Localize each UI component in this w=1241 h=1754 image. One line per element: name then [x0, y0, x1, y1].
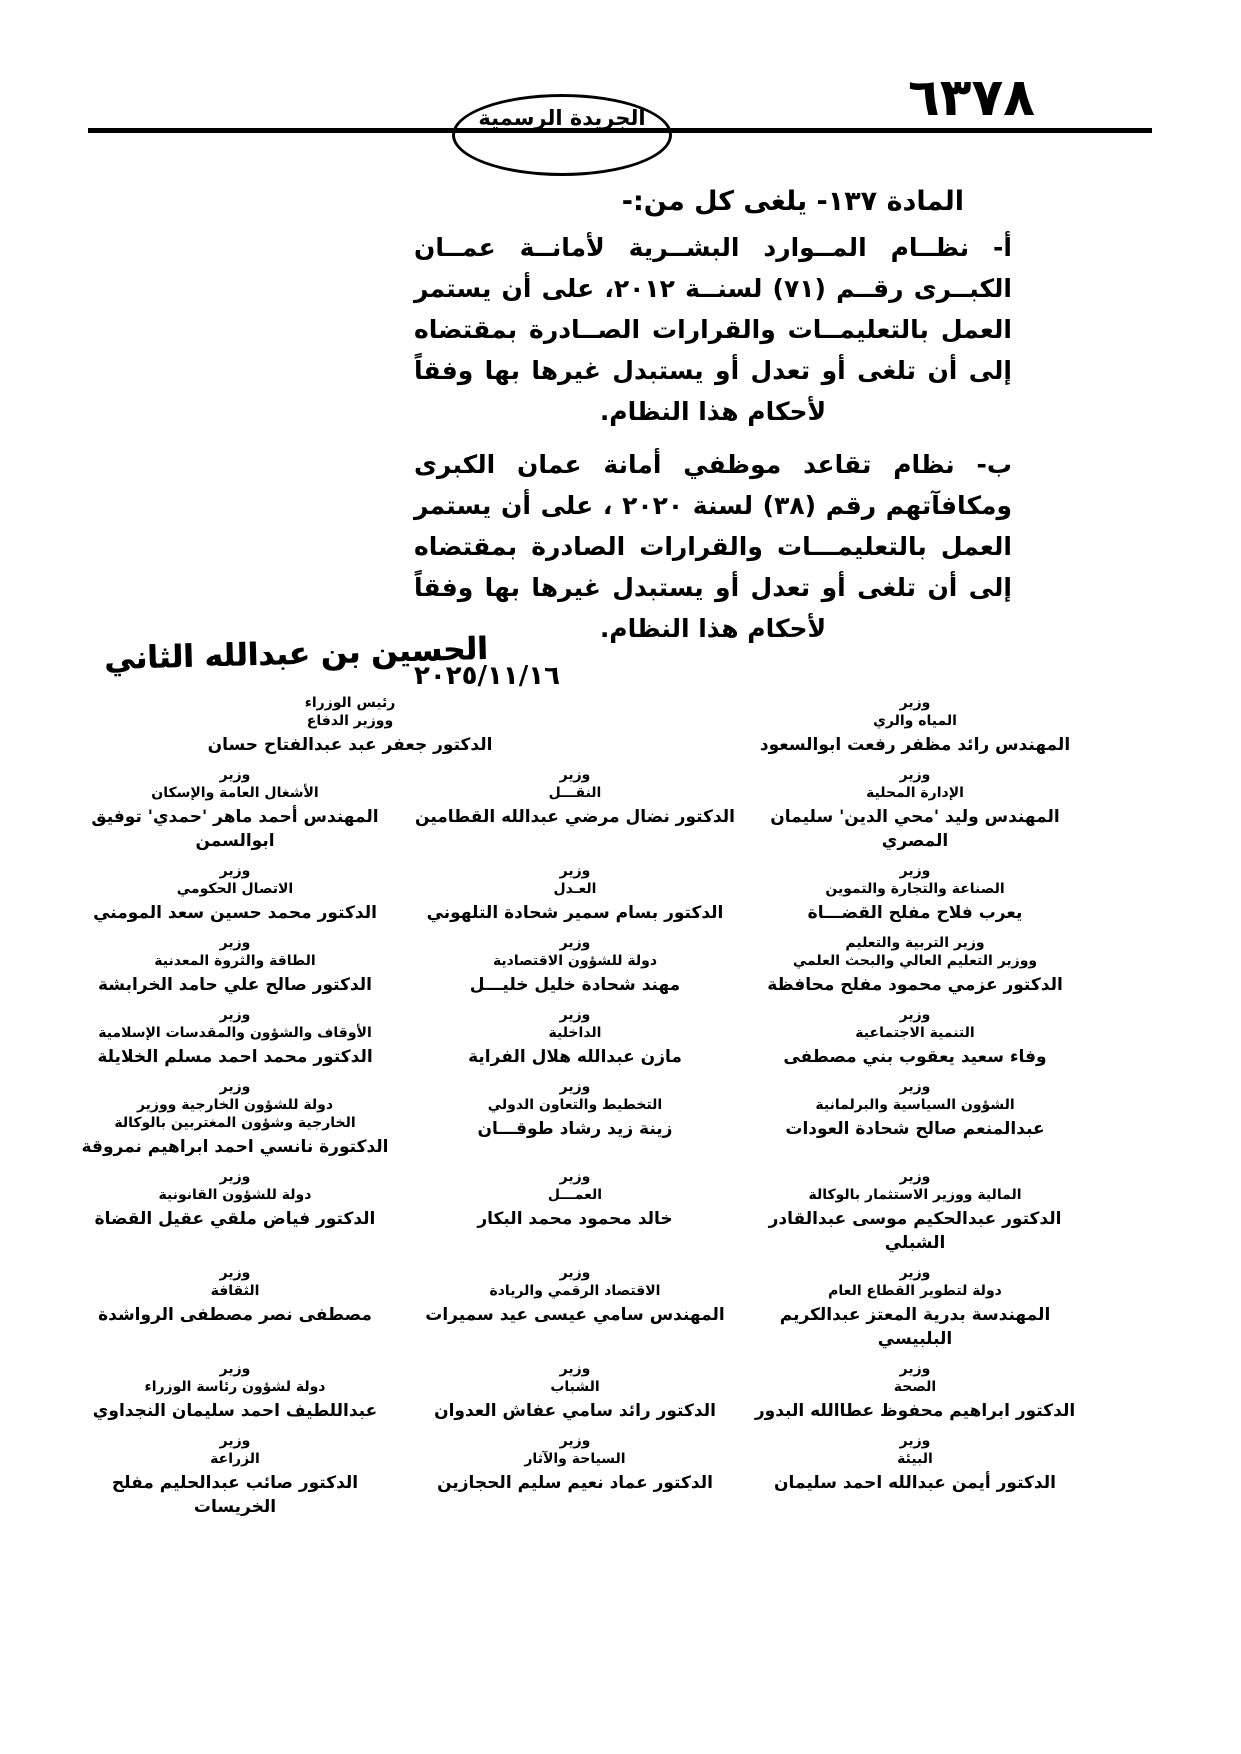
minister-title: الاقتصاد الرقمي والريادة	[489, 1283, 661, 1299]
minister-entry	[410, 934, 740, 997]
article-clause-a: أ- نظــام المــوارد البشــرية لأمانــة عمــان الكبــرى رقــم (٧١) لسنــة ٢٠١٢، على أن يستمر العمل بالتعليمــات والقرارات الصــادرة بمقتضاه إلى أن تلغى أو تعدل أو يستبدل غيرها بها وفقاً لأحكام هذا النظام.	[414, 233, 1012, 426]
minister-title: وزير	[219, 1433, 251, 1449]
minister-name: الدكتور بسام سمير شحادة التلهوني	[426, 903, 724, 923]
minister-title: الشباب	[550, 1379, 600, 1395]
minister-title: البيئة	[897, 1451, 933, 1467]
minister-entry	[70, 1078, 400, 1159]
minister-entry	[410, 1078, 740, 1141]
minister-name: الدكتور جعفر عبد عبدالفتاح حسان	[207, 735, 493, 755]
minister-title: وزير	[219, 767, 251, 783]
ministers-grid	[70, 694, 1080, 1519]
minister-title: وزير	[219, 1169, 251, 1185]
minister-title: وزير	[899, 1007, 931, 1023]
minister-name: زينة زيد رشاد طوقـــان	[477, 1119, 673, 1139]
minister-name: عبدالمنعم صالح شحادة العودات	[785, 1119, 1045, 1139]
minister-entry	[410, 1168, 740, 1231]
minister-title: الإدارة المحلية	[866, 785, 964, 801]
minister-name: الدكتورة نانسي احمد ابراهيم نمروقة	[81, 1137, 389, 1157]
minister-title: السياحة والآثار	[524, 1451, 626, 1467]
minister-title: وزير التربية والتعليم	[845, 935, 985, 951]
minister-entry	[750, 766, 1080, 853]
minister-entry	[70, 934, 400, 997]
minister-title: وزير	[219, 935, 251, 951]
minister-title: رئيس الوزراء	[304, 695, 396, 711]
minister-title: وزير	[899, 863, 931, 879]
minister-entry	[70, 1264, 400, 1327]
royal-signature: الحسين بن عبدالله الثاني	[103, 630, 489, 678]
minister-title: الأوقاف والشؤون والمقدسات الإسلامية	[98, 1025, 372, 1041]
gazette-title-oval	[452, 94, 672, 176]
minister-entry	[750, 1432, 1080, 1495]
minister-title: وزير	[219, 1007, 251, 1023]
minister-name: مصطفى نصر مصطفى الرواشدة	[98, 1305, 372, 1325]
minister-title: وزير	[219, 1361, 251, 1377]
minister-title: وزير	[899, 1079, 931, 1095]
minister-title: التخطيط والتعاون الدولي	[487, 1097, 663, 1113]
minister-title: وزير	[899, 1169, 931, 1185]
minister-entry	[70, 862, 400, 925]
minister-name: خالد محمود محمد البكار	[477, 1209, 673, 1229]
minister-entry	[70, 1168, 400, 1231]
minister-title: الخارجية وشؤون المغتربين بالوكالة	[114, 1115, 356, 1131]
minister-title: التنمية الاجتماعية	[855, 1025, 975, 1041]
minister-title: الداخلية	[548, 1025, 602, 1041]
minister-title: العـدل	[553, 881, 597, 897]
minister-title: الطاقة والثروة المعدنية	[154, 953, 316, 969]
minister-title: الصناعة والتجارة والتموين	[825, 881, 1005, 897]
minister-name: الدكتور عماد نعيم سليم الحجازين	[437, 1473, 713, 1493]
minister-name: الدكتور عزمي محمود مفلح محافظة	[767, 975, 1063, 995]
minister-title: دولة لشؤون رئاسة الوزراء	[144, 1379, 326, 1395]
minister-title: وزير	[219, 863, 251, 879]
minister-name: الدكتور عبدالحكيم موسى عبدالقادر الشبلي	[768, 1209, 1062, 1253]
minister-entry	[750, 694, 1080, 757]
article-body	[414, 186, 1012, 691]
minister-name: الدكتور صائب عبدالحليم مفلح الخريسات	[111, 1473, 359, 1517]
minister-title: وزير	[559, 767, 591, 783]
article-date: ٢٠٢٥/١١/١٦	[414, 661, 560, 691]
minister-name: الدكتور صالح علي حامد الخرابشة	[97, 975, 372, 995]
minister-name: الدكتور أيمن عبدالله احمد سليمان	[774, 1473, 1056, 1493]
minister-title: ووزير التعليم العالي والبحث العلمي	[792, 953, 1038, 969]
minister-title: الشؤون السياسية والبرلمانية	[815, 1097, 1015, 1113]
minister-title: وزير	[219, 1079, 251, 1095]
minister-title: وزير	[559, 1007, 591, 1023]
minister-entry	[750, 1078, 1080, 1141]
minister-name: الدكتور رائد سامي عفاش العدوان	[434, 1401, 716, 1421]
minister-title: وزير	[559, 1169, 591, 1185]
minister-title: وزير	[559, 1265, 591, 1281]
minister-name: مازن عبدالله هلال الفراية	[468, 1047, 682, 1067]
minister-entry	[750, 1360, 1080, 1423]
minister-name: مهند شحادة خليل خليـــل	[469, 975, 681, 995]
minister-entry	[750, 934, 1080, 997]
minister-entry	[410, 1360, 740, 1423]
minister-title: الثقافة	[210, 1283, 260, 1299]
minister-title: وزير	[219, 1265, 251, 1281]
minister-entry	[410, 1006, 740, 1069]
minister-title: وزير	[559, 1079, 591, 1095]
minister-entry	[750, 862, 1080, 925]
minister-entry	[70, 766, 400, 853]
minister-title: المياه والري	[873, 713, 957, 729]
minister-title: المالية ووزير الاستثمار بالوكالة	[808, 1187, 1022, 1203]
minister-entry	[70, 1432, 400, 1519]
minister-entry	[410, 1264, 740, 1327]
minister-entry	[410, 1432, 740, 1495]
page-number: ٦٣٧٨	[908, 68, 1035, 128]
article-heading: المادة ١٣٧- يلغى كل من:-	[621, 186, 964, 217]
minister-name: الدكتور ابراهيم محفوظ عطاالله البدور	[754, 1401, 1076, 1421]
minister-title: وزير	[559, 1433, 591, 1449]
minister-name: الدكتور فياض ملقي عقيل القضاة	[94, 1209, 376, 1229]
minister-title: وزير	[559, 1361, 591, 1377]
minister-title: الاتصال الحكومي	[176, 881, 294, 897]
minister-name: الدكتور نضال مرضي عبدالله القطامين	[415, 807, 735, 827]
minister-title: وزير	[899, 1433, 931, 1449]
minister-title: وزير	[899, 695, 931, 711]
minister-entry	[70, 1006, 400, 1069]
minister-title: وزير	[899, 1361, 931, 1377]
minister-title: الزراعة	[210, 1451, 260, 1467]
minister-name: عبداللطيف احمد سليمان النجداوي	[92, 1401, 378, 1421]
minister-name: الدكتور محمد احمد مسلم الخلايلة	[97, 1047, 373, 1067]
minister-name: المهندس أحمد ماهر 'حمدي' توفيق ابوالسمن	[91, 807, 379, 851]
minister-title: وزير	[899, 1265, 931, 1281]
minister-title: ووزير الدفاع	[306, 713, 394, 729]
minister-name: المهندس سامي عيسى عيد سميرات	[425, 1305, 725, 1325]
minister-name: المهندس وليد 'محي الدين' سليمان المصري	[770, 807, 1060, 851]
minister-entry	[750, 1264, 1080, 1351]
minister-title: العمـــل	[547, 1187, 603, 1203]
article-clause-b: ب- نظام تقاعد موظفي أمانة عمان الكبرى ومكافآتهم رقم (٣٨) لسنة ٢٠٢٠ ، على أن يستمر العمل بالتعليمـــات والقرارات الصادرة بمقتضاه إلى أن تلغى أو تعدل أو يستبدل غيرها بها وفقاً لأحكام هذا النظام.	[414, 450, 1012, 643]
minister-name: الدكتور محمد حسين سعد المومني	[93, 903, 377, 923]
minister-title: وزير	[559, 863, 591, 879]
minister-name: المهندسة بدرية المعتز عبدالكريم البلبيسي	[779, 1305, 1051, 1349]
minister-name: يعرب فلاح مفلح القضـــاة	[807, 903, 1023, 923]
prime-minister-entry	[15, 694, 685, 757]
minister-title: الصحة	[893, 1379, 937, 1395]
minister-title: دولة للشؤون الخارجية ووزير	[136, 1097, 334, 1113]
minister-name: المهندس رائد مظفر رفعت ابوالسعود	[759, 735, 1071, 755]
minister-title: دولة للشؤون القانونية	[158, 1187, 312, 1203]
minister-entry	[750, 1168, 1080, 1255]
minister-entry	[410, 862, 740, 925]
minister-title: وزير	[559, 935, 591, 951]
minister-title: الأشغال العامة والإسكان	[151, 785, 319, 801]
minister-title: دولة لتطوير القطاع العام	[828, 1283, 1002, 1299]
minister-title: وزير	[899, 767, 931, 783]
minister-title: دولة للشؤون الاقتصادية	[492, 953, 658, 969]
minister-title: النقـــل	[548, 785, 602, 801]
minister-name: وفاء سعيد يعقوب بني مصطفى	[783, 1047, 1047, 1067]
minister-entry	[410, 766, 740, 829]
gazette-title: الجريدة الرسمية	[478, 106, 646, 130]
minister-entry	[750, 1006, 1080, 1069]
minister-entry	[70, 1360, 400, 1423]
